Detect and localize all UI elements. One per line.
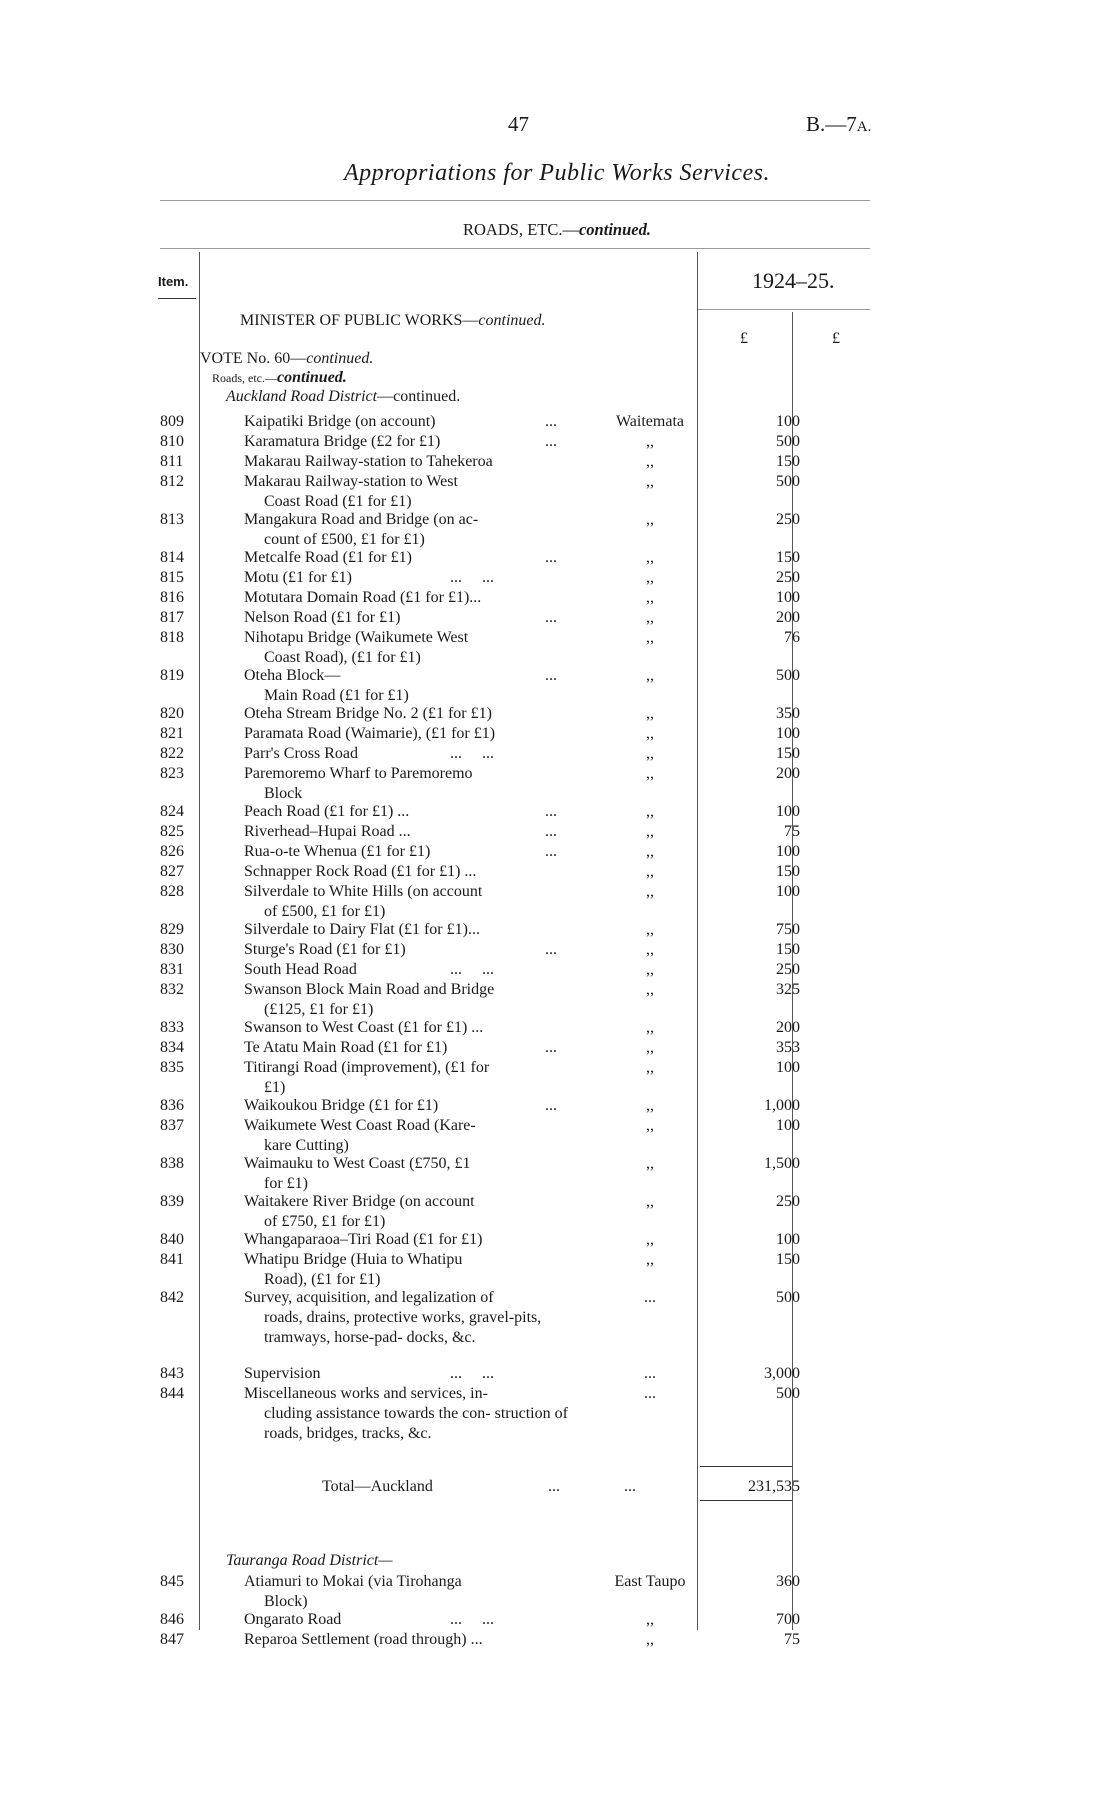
item-description [244, 1116, 574, 1156]
item-number: 844 [160, 1385, 184, 1402]
electoral-district: ,, [646, 453, 654, 470]
amount-value: 750 [776, 921, 800, 938]
item-description [244, 882, 574, 922]
leader-dots: ... [545, 843, 557, 860]
amount-value: 350 [776, 705, 800, 722]
description-line-2: cluding assistance towards the con- struction of roads, bridges, tracks, &c. [264, 1405, 568, 1442]
description-line-1: Makarau Railway-station to West [244, 473, 458, 490]
total-leader-1: ... [548, 1478, 560, 1495]
item-number: 828 [160, 883, 184, 900]
item-number: 816 [160, 589, 184, 606]
description-line-2: Block) [264, 1593, 308, 1610]
description-line-2: Block [264, 785, 303, 802]
amount-value: 250 [776, 569, 800, 586]
electoral-district: ,, [646, 745, 654, 762]
description-line-2: count of £500, £1 for £1) [264, 531, 425, 548]
item-number: 823 [160, 765, 184, 782]
leader-dots: ... [545, 941, 557, 958]
item-number: 835 [160, 1059, 184, 1076]
amount-value: 500 [776, 433, 800, 450]
leader-dots: ... ... [450, 569, 494, 586]
electoral-district: ,, [646, 609, 654, 626]
description-line-1: Titirangi Road (improvement), (£1 for [244, 1059, 490, 1076]
item-description [244, 432, 574, 452]
item-description [244, 548, 574, 568]
description-line-1: Te Atatu Main Road (£1 for £1) [244, 1039, 448, 1056]
item-number: 847 [160, 1631, 184, 1648]
item-description [244, 608, 574, 628]
item-number: 817 [160, 609, 184, 626]
ministry-heading-main: MINISTER OF PUBLIC WORKS— [240, 312, 479, 329]
electoral-district: ,, [646, 589, 654, 606]
amount-value: 150 [776, 745, 800, 762]
item-number: 822 [160, 745, 184, 762]
electoral-district: ,, [646, 569, 654, 586]
amount-value: 100 [776, 843, 800, 860]
item-description [244, 1230, 574, 1250]
item-description [244, 1250, 574, 1290]
description-line-1: Motutara Domain Road (£1 for £1)... [244, 589, 482, 606]
description-line-1: Rua-o-te Whenua (£1 for £1) [244, 843, 431, 860]
electoral-district: ... [644, 1385, 656, 1402]
amount-value: 250 [776, 1193, 800, 1210]
electoral-district: ... [644, 1365, 656, 1382]
description-line-1: Atiamuri to Mokai (via Tirohanga [244, 1573, 462, 1590]
item-number: 812 [160, 473, 184, 490]
electoral-district: ,, [646, 1193, 654, 1210]
electoral-district: ,, [646, 941, 654, 958]
item-description [244, 764, 574, 804]
item-number: 825 [160, 823, 184, 840]
item-description [244, 802, 574, 822]
item-number: 820 [160, 705, 184, 722]
description-line-1: Oteha Block— [244, 667, 341, 684]
item-number: 809 [160, 413, 184, 430]
description-line-1: Peach Road (£1 for £1) ... [244, 803, 410, 820]
description-line-2: kare Cutting) [264, 1137, 349, 1154]
amount-value: 100 [776, 589, 800, 606]
description-line-1: Karamatura Bridge (£2 for £1) [244, 433, 441, 450]
item-description [244, 704, 574, 724]
electoral-district: ,, [646, 549, 654, 566]
electoral-district: East Taupo [614, 1573, 686, 1590]
item-number: 815 [160, 569, 184, 586]
leader-dots: ... [545, 1039, 557, 1056]
item-description [244, 1058, 574, 1098]
leader-dots: ... [545, 549, 557, 566]
description-line-1: Mangakura Road and Bridge (on ac- [244, 511, 479, 528]
description-line-1: Ongarato Road [244, 1611, 342, 1628]
amount-value: 150 [776, 941, 800, 958]
electoral-district: ,, [646, 883, 654, 900]
amount-value: 3,000 [764, 1365, 800, 1382]
item-number: 818 [160, 629, 184, 646]
amount-value: 75 [784, 1631, 800, 1648]
description-line-1: Silverdale to Dairy Flat (£1 for £1)... [244, 921, 480, 938]
amount-value: 75 [784, 823, 800, 840]
ministry-heading-suffix: continued. [478, 312, 546, 329]
item-description [244, 1038, 574, 1058]
electoral-district: ,, [646, 433, 654, 450]
amount-value: 200 [776, 765, 800, 782]
description-line-1: Waikoukou Bridge (£1 for £1) [244, 1097, 439, 1114]
district-heading-suffix: —continued. [377, 388, 461, 405]
amount-value: 150 [776, 1251, 800, 1268]
description-line-2: roads, drains, protective works, gravel-pits, tramways, horse-pad- docks, &c. [264, 1309, 542, 1346]
item-description [244, 588, 574, 608]
item-number: 842 [160, 1289, 184, 1306]
electoral-district: ,, [646, 1097, 654, 1114]
leader-dots: ... [545, 433, 557, 450]
electoral-district: ,, [646, 981, 654, 998]
page-number: 47 [508, 112, 529, 136]
electoral-district: ,, [646, 1117, 654, 1134]
electoral-district: ,, [646, 823, 654, 840]
item-description [244, 1154, 574, 1194]
item-number: 811 [160, 453, 184, 470]
vote-heading-main: VOTE No. 60— [200, 350, 307, 367]
currency-label-1: £ [740, 330, 748, 347]
description-line-1: Silverdale to White Hills (on account [244, 883, 483, 900]
item-number: 838 [160, 1155, 184, 1172]
page-title: Appropriations for Public Works Services. [343, 160, 771, 186]
item-number: 831 [160, 961, 184, 978]
electoral-district: ,, [646, 629, 654, 646]
item-number: 836 [160, 1097, 184, 1114]
item-description [244, 452, 574, 472]
description-line-1: Supervision [244, 1365, 321, 1382]
description-line-2: of £750, £1 for £1) [264, 1213, 386, 1230]
item-description [244, 980, 574, 1020]
item-description [244, 1630, 574, 1650]
amount-value: 200 [776, 609, 800, 626]
item-description [244, 1096, 574, 1116]
item-description [244, 920, 574, 940]
total-leader-2: ... [624, 1478, 636, 1495]
item-description [244, 510, 574, 550]
item-description [244, 822, 574, 842]
year-column-header: 1924–25. [752, 268, 835, 293]
description-line-1: Motu (£1 for £1) [244, 569, 352, 586]
item-description [244, 666, 574, 706]
description-line-1: Survey, acquisition, and legalization of [244, 1289, 494, 1306]
description-line-1: Waimauku to West Coast (£750, £1 [244, 1155, 471, 1172]
electoral-district: ,, [646, 667, 654, 684]
amount-value: 500 [776, 473, 800, 490]
item-description [244, 1288, 574, 1348]
amount-value: 1,000 [764, 1097, 800, 1114]
amount-value: 100 [776, 803, 800, 820]
currency-label-2: £ [832, 330, 840, 347]
leader-dots: ... [545, 803, 557, 820]
electoral-district: ,, [646, 803, 654, 820]
amount-value: 100 [776, 883, 800, 900]
item-number: 810 [160, 433, 184, 450]
item-number: 845 [160, 1573, 184, 1590]
total-rule-top [700, 1466, 792, 1467]
electoral-district: ... [644, 1289, 656, 1306]
item-number: 830 [160, 941, 184, 958]
description-line-1: Sturge's Road (£1 for £1) [244, 941, 406, 958]
description-line-2: £1) [264, 1079, 286, 1096]
description-line-1: Riverhead–Hupai Road ... [244, 823, 411, 840]
item-number: 829 [160, 921, 184, 938]
electoral-district: ,, [646, 511, 654, 528]
leader-dots: ... ... [450, 1611, 494, 1628]
leader-dots: ... ... [450, 745, 494, 762]
description-line-2: of £500, £1 for £1) [264, 903, 386, 920]
section-heading-main: ROADS, ETC.— [463, 220, 579, 239]
description-line-1: Parr's Cross Road [244, 745, 358, 762]
amount-value: 500 [776, 1385, 800, 1402]
electoral-district: Waitemata [615, 413, 684, 430]
item-number: 843 [160, 1365, 184, 1382]
total-rule-bottom [700, 1500, 792, 1501]
description-line-1: Reparoa Settlement (road through) ... [244, 1631, 483, 1648]
description-line-2: for £1) [264, 1175, 308, 1192]
description-line-1: Waikumete West Coast Road (Kare- [244, 1117, 476, 1134]
description-line-2: Road), (£1 for £1) [264, 1271, 381, 1288]
electoral-district: ,, [646, 1251, 654, 1268]
item-number: 824 [160, 803, 184, 820]
leader-dots: ... [545, 823, 557, 840]
electoral-district: ,, [646, 725, 654, 742]
electoral-district: ,, [646, 961, 654, 978]
item-description [244, 412, 574, 432]
item-number: 821 [160, 725, 184, 742]
vote-heading-suffix: continued. [306, 350, 374, 367]
amount-value: 500 [776, 1289, 800, 1306]
leader-dots: ... [545, 1097, 557, 1114]
description-line-1: Waitakere River Bridge (on account [244, 1193, 475, 1210]
section-heading-suffix: continued. [578, 220, 651, 239]
total-label: Total—Auckland [322, 1478, 433, 1495]
amount-value: 100 [776, 1117, 800, 1134]
electoral-district: ,, [646, 843, 654, 860]
description-line-1: Paramata Road (Waimarie), (£1 for £1) [244, 725, 496, 742]
description-line-2: Coast Road), (£1 for £1) [264, 649, 421, 666]
electoral-district: ,, [646, 765, 654, 782]
electoral-district: ,, [646, 1231, 654, 1248]
amount-value: 360 [776, 1573, 800, 1590]
description-line-1: Paremoremo Wharf to Paremoremo [244, 765, 473, 782]
item-number: 819 [160, 667, 184, 684]
amount-value: 100 [776, 413, 800, 430]
amount-value: 200 [776, 1019, 800, 1036]
item-column-header: Item. [158, 274, 189, 289]
description-line-1: Whangaparaoa–Tiri Road (£1 for £1) [244, 1231, 483, 1248]
amount-value: 325 [776, 981, 800, 998]
description-line-1: Metcalfe Road (£1 for £1) [244, 549, 412, 566]
electoral-district: ,, [646, 1631, 654, 1648]
amount-value: 353 [776, 1039, 800, 1056]
item-number: 832 [160, 981, 184, 998]
electoral-district: ,, [646, 705, 654, 722]
description-line-1: Nelson Road (£1 for £1) [244, 609, 401, 626]
item-description [244, 1384, 574, 1444]
electoral-district: ,, [646, 1155, 654, 1172]
roads-heading-main: Roads, etc.— [212, 371, 277, 385]
item-number: 837 [160, 1117, 184, 1134]
leader-dots: ... ... [450, 1365, 494, 1382]
description-line-1: Schnapper Rock Road (£1 for £1) ... [244, 863, 477, 880]
leader-dots: ... [545, 609, 557, 626]
tauranga-district-heading: Tauranga Road District— [226, 1552, 393, 1569]
item-number: 839 [160, 1193, 184, 1210]
item-description [244, 628, 574, 668]
item-description [244, 1018, 574, 1038]
item-number: 840 [160, 1231, 184, 1248]
electoral-district: ,, [646, 1039, 654, 1056]
amount-value: 500 [776, 667, 800, 684]
item-number: 846 [160, 1611, 184, 1628]
amount-value: 700 [776, 1611, 800, 1628]
description-line-2: (£125, £1 for £1) [264, 1001, 374, 1018]
electoral-district: ,, [646, 1059, 654, 1076]
description-line-2: Main Road (£1 for £1) [264, 687, 409, 704]
amount-value: 150 [776, 863, 800, 880]
amount-value: 100 [776, 1231, 800, 1248]
electoral-district: ,, [646, 863, 654, 880]
item-number: 834 [160, 1039, 184, 1056]
district-heading-main: Auckland Road District [226, 388, 378, 405]
description-line-1: Oteha Stream Bridge No. 2 (£1 for £1) [244, 705, 492, 722]
description-line-1: South Head Road [244, 961, 357, 978]
leader-dots: ... [545, 413, 557, 430]
electoral-district: ,, [646, 1019, 654, 1036]
item-number: 813 [160, 511, 184, 528]
item-description [244, 940, 574, 960]
description-line-1: Whatipu Bridge (Huia to Whatipu [244, 1251, 463, 1268]
electoral-district: ,, [646, 473, 654, 490]
item-description [244, 1572, 574, 1612]
amount-value: 250 [776, 961, 800, 978]
roads-heading-suffix: continued. [277, 369, 347, 386]
amount-value: 76 [784, 629, 800, 646]
amount-value: 150 [776, 549, 800, 566]
item-description [244, 842, 574, 862]
description-line-1: Nihotapu Bridge (Waikumete West [244, 629, 469, 646]
item-description [244, 1192, 574, 1232]
electoral-district: ,, [646, 1611, 654, 1628]
item-number: 841 [160, 1251, 184, 1268]
leader-dots: ... [545, 667, 557, 684]
leader-dots: ... ... [450, 961, 494, 978]
description-line-1: Makarau Railway-station to Tahekeroa [244, 453, 493, 470]
item-description [244, 724, 574, 744]
item-description [244, 472, 574, 512]
description-line-1: Miscellaneous works and services, in- [244, 1385, 488, 1402]
doc-ref-main: B.—7 [806, 112, 857, 136]
doc-ref-suffix: A. [856, 119, 872, 135]
amount-value: 100 [776, 1059, 800, 1076]
item-number: 814 [160, 549, 184, 566]
item-number: 826 [160, 843, 184, 860]
description-line-1: Swanson Block Main Road and Bridge [244, 981, 495, 998]
amount-value: 250 [776, 511, 800, 528]
amount-value: 1,500 [764, 1155, 800, 1172]
description-line-1: Kaipatiki Bridge (on account) [244, 413, 436, 430]
description-line-1: Swanson to West Coast (£1 for £1) ... [244, 1019, 484, 1036]
item-number: 827 [160, 863, 184, 880]
electoral-district: ,, [646, 921, 654, 938]
item-number: 833 [160, 1019, 184, 1036]
amount-value: 150 [776, 453, 800, 470]
amount-value: 100 [776, 725, 800, 742]
item-description [244, 862, 574, 882]
description-line-2: Coast Road (£1 for £1) [264, 493, 412, 510]
total-amount: 231,535 [748, 1478, 800, 1495]
